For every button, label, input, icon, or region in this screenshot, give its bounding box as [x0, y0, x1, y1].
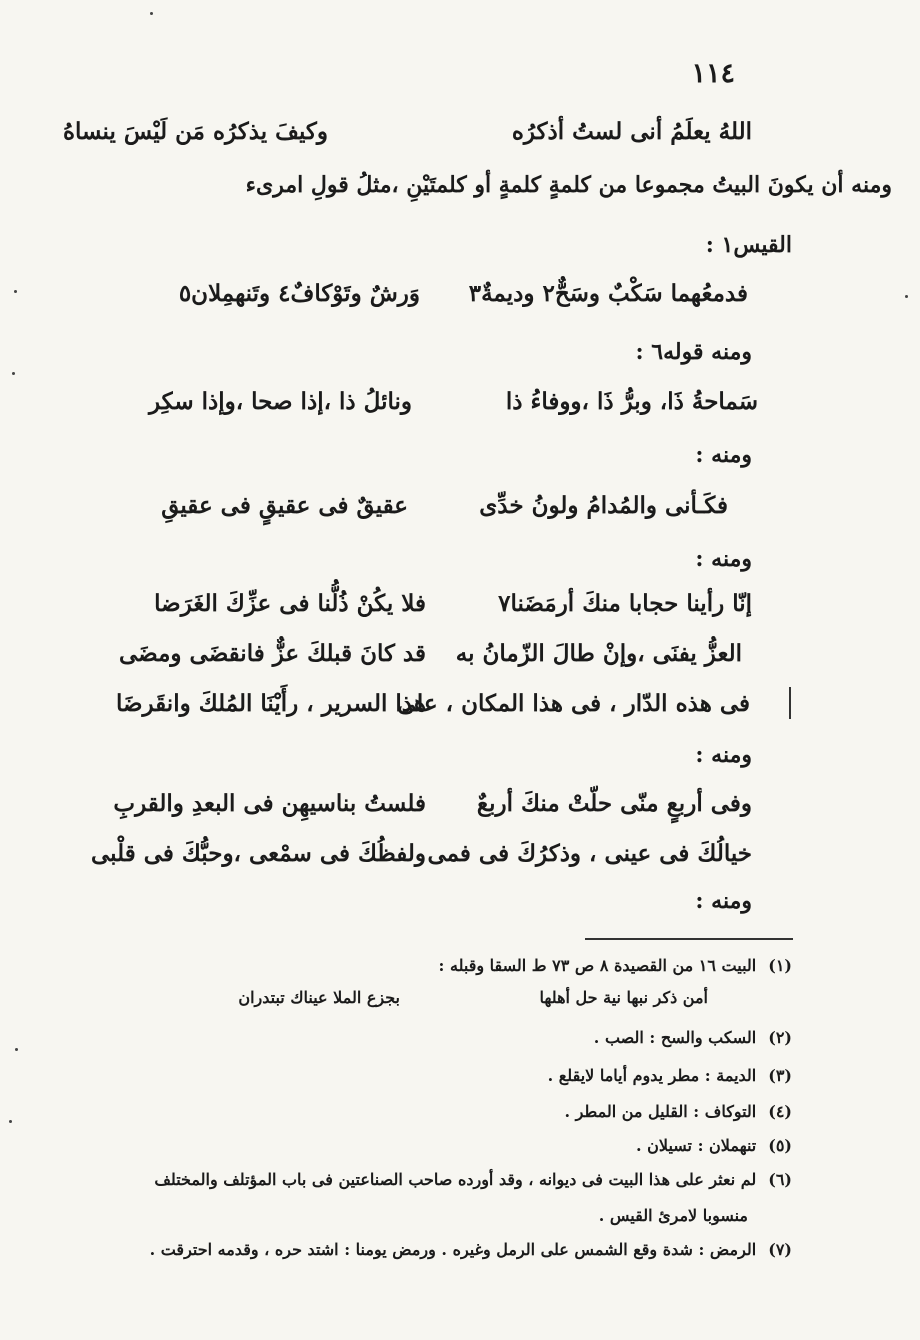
verse-1-hemistich-right: اللهُ يعلَمُ أنى لستُ أذكرُه [511, 118, 752, 145]
scan-speck [14, 290, 17, 293]
footnote-3-text: الديمة : مطر يدوم أياما لايقلع . [547, 1066, 757, 1085]
verse-5b-hemistich-left: قد كانَ قبلكَ عزٌّ فانقضَى ومضَى [119, 640, 426, 667]
intro-7: ومنه : [695, 888, 752, 914]
footnote-5-text: تنهملان : تسيلان . [636, 1136, 757, 1155]
footnote-5 [636, 1136, 792, 1155]
footnote-5-number: (٥) [768, 1136, 792, 1155]
footnote-1-text: البيت ١٦ من القصيدة ٨ ص ٧٣ ط السقا وقبله : [438, 956, 757, 975]
footnote-2 [594, 1028, 792, 1047]
scan-speck [15, 1048, 18, 1051]
verse-2-hemistich-left: وَرشٌ وتَوْكافٌ٤ وتَنهمِلان٥ [178, 280, 420, 307]
footnote-4 [565, 1102, 793, 1121]
scan-speck [12, 372, 15, 375]
intro-3: ومنه قوله٦ : [635, 339, 752, 365]
footnote-1 [439, 956, 792, 975]
verse-2-hemistich-right: فدمعُهما سَكْبٌ وسَحٌّ٢ وديمةٌ٣ [468, 280, 748, 307]
footnote-7-number: (٧) [768, 1240, 792, 1259]
footnote-4-text: التوكاف : القليل من المطر . [564, 1102, 757, 1121]
footnote-2-text: السكب والسح : الصب . [593, 1028, 757, 1047]
footnote-3-number: (٣) [768, 1066, 792, 1085]
scan-speck [150, 12, 153, 15]
verse-6b-hemistich-left: ولفظُكَ فى سمْعى ،وحبُّكَ فى قلْبى [91, 840, 426, 867]
verse-3-hemistich-right: سَماحةُ ذَا، وبرُّ ذَا ،ووفاءُ ذا [505, 388, 758, 415]
verse-3-hemistich-left: ونائلُ ذا ،إذا صحا ،وإذا سكِر [148, 388, 412, 415]
footnote-6-number: (٦) [768, 1170, 792, 1189]
footnote-1-number: (١) [768, 956, 792, 975]
verse-5c-hemistich-right: فى هذه الدّار ، فى هذا المكان ، على [397, 690, 750, 717]
footnote-separator [585, 938, 793, 940]
footnote-3 [548, 1066, 792, 1085]
footnote-1-verse-right: أمن ذكر نبها نية حل أهلها [539, 988, 708, 1007]
verse-4-hemistich-left: عقيقٌ فى عقيقٍ فى عقيقِ [161, 492, 408, 519]
verse-5c-hemistich-left: هذا السرير ، رأَيْنَا المُلكَ وانقَرضَا [115, 690, 426, 717]
intro-4: ومنه : [695, 442, 752, 468]
page-number: ١١٤ [691, 58, 735, 89]
footnote-4-number: (٤) [768, 1102, 792, 1121]
verse-1-hemistich-left: وكيفَ يذكرُه مَن لَيْسَ ينساهُ [62, 118, 328, 145]
verse-5b-hemistich-right: العزُّ يفنَى ،وإنْ طالَ الزّمانُ به [455, 640, 742, 667]
intro-5: ومنه : [695, 546, 752, 572]
verse-6a-hemistich-right: وفى أربعٍ منّى حلّتْ منكَ أربعٌ [476, 790, 752, 817]
footnote-2-number: (٢) [768, 1028, 792, 1047]
scan-speck [9, 1120, 12, 1123]
margin-mark [789, 687, 791, 719]
verse-5a-hemistich-left: فلا يكُنْ ذُلُّنا فى عزِّكَ الغَرَضا [154, 590, 426, 617]
footnote-6-continuation: منسوبا لامرئ القيس . [598, 1206, 748, 1225]
intro-6: ومنه : [695, 742, 752, 768]
footnote-6 [154, 1170, 792, 1189]
footnote-6-text: لم نعثر على هذا البيت فى ديوانه ، وقد أورده صاحب الصناعتين فى باب المؤتلف والمختلف [154, 1170, 757, 1189]
verse-6b-hemistich-right: خيالُكَ فى عينى ، وذكرُكَ فى فمى [427, 840, 752, 867]
verse-5a-hemistich-right: إنّا رأينا حجابا منكَ أرمَضَنا٧ [498, 590, 752, 617]
verse-6a-hemistich-left: فلستُ بناسيهِن فى البعدِ والقربِ [113, 790, 426, 817]
prose-line-2: القيس١ : [705, 232, 792, 258]
footnote-7 [150, 1240, 792, 1259]
verse-4-hemistich-right: فكَـأنى والمُدامُ ولونُ خدِّى [479, 492, 728, 519]
footnote-1-verse-left: بجزع الملا عيناك تبتدران [238, 988, 400, 1007]
prose-line-1: ومنه أن يكونَ البيتُ مجموعا من كلمةٍ كلمةٍ أو كلمتَيْنِ ،مثلُ قولِ امرىء [245, 172, 892, 198]
footnote-7-text: الرمض : شدة وقع الشمس على الرمل وغيره . ورمض يومنا : اشتد حره ، وقدمه احترقت . [149, 1240, 757, 1259]
scan-speck [905, 295, 908, 298]
